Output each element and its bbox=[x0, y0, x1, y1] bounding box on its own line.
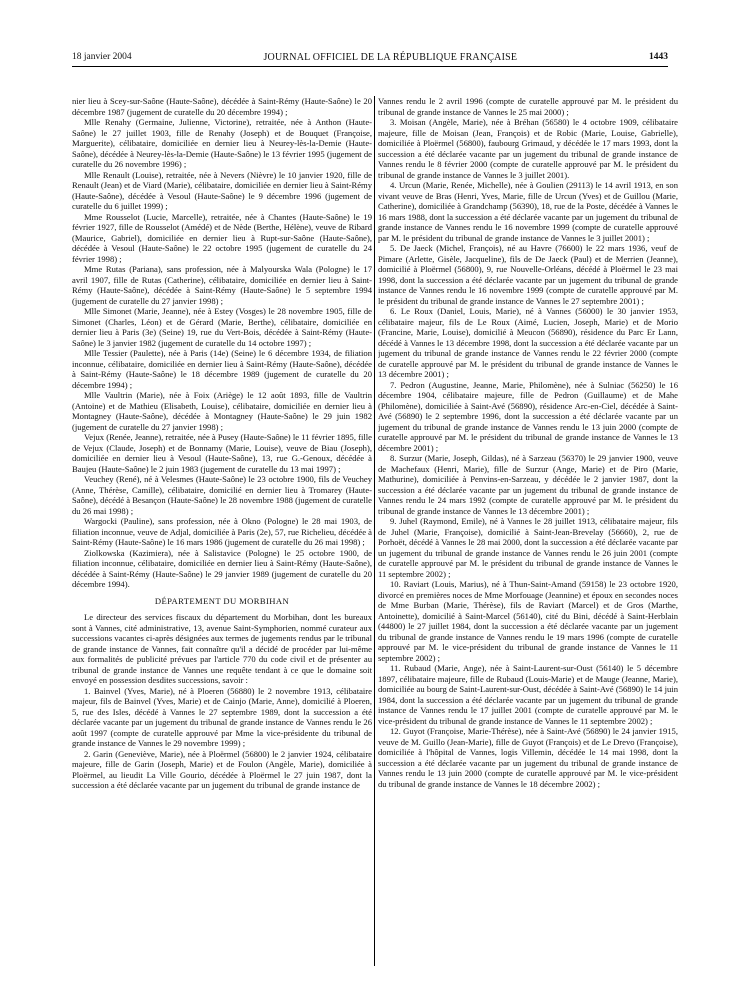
page-header bbox=[72, 50, 668, 64]
paragraph: nier lieu à Scey-sur-Saône (Haute-Saône), décédée à Saint-Rémy (Haute-Saône) le 20 décembre 1987 (jugement de curatelle du 20 décembre 1994) ; bbox=[72, 96, 372, 117]
paragraph: 3. Moisan (Angèle, Marie), née à Bréhan (56580) le 4 octobre 1909, célibataire majeure, fille de Moisan (Jean, François) et de Robic (Marie, Louise, Gabrielle), domiciliée à Ploërmel (56800), faubourg Grimaud, y décédée le 17 mars 1993, dont la succession a été déclarée vacante par un jugement du tribunal de grande instance de Vannes rendu le 8 février 2000 (compte de curatelle approuvé par M. le président du tribunal de grande instance de Vannes le 3 juillet 2001). bbox=[378, 117, 678, 180]
page-number: 1443 bbox=[649, 52, 668, 62]
paragraph: Mlle Vaultrin (Marie), née à Foix (Ariège) le 12 août 1893, fille de Vaultrin (Antoine) et de Mathieu (Elisabeth, Louise), célibataire, domiciliée en dernier lieu à Montagney (Haute-Saône), décédée à Montagney (Haute-Saône) le 29 juin 1982 (jugement de curatelle du 27 janvier 1998) ; bbox=[72, 390, 372, 432]
paragraph: 12. Guyot (Françoise, Marie-Thérèse), née à Saint-Avé (56890) le 24 janvier 1915, veuve de M. Guillo (Jean-Marie), fille de Guyot (François) et de Le Drevo (Françoise), domiciliée à l'hôpital de Vannes, logis Villemin, décédée le 14 mai 1998, dont la succession a été déclarée vacante par un jugement du tribunal de grande instance de Vannes rendu le 13 juin 2000 (compte de curatelle approuvé par M. le vice-président du tribunal de grande instance de Vannes le 18 décembre 2002) ; bbox=[378, 726, 678, 789]
paragraph: Mme Rutas (Pariana), sans profession, née à Malyourska Wala (Pologne) le 17 avril 1907, fille de Rutas (Catherine), célibataire, domiciliée en dernier lieu à Saint-Rémy (Haute-Saône), décédée à Saint-Rémy (Haute-Saône) le 5 septembre 1994 (jugement de curatelle du 27 janvier 1998) ; bbox=[72, 264, 372, 306]
paragraph: 1. Bainvel (Yves, Marie), né à Ploeren (56880) le 2 novembre 1913, célibataire majeur, fils de Bainvel (Yves, Marie) et de Cainjo (Marie, Anne), domicilié à Ploeren, 5, rue des Isles, décédé à Vannes le 27 septembre 1989, dont la succession a été déclarée vacante par un jugement du tribunal de grande instance de Vannes rendu le 26 août 1997 (compte de curatelle approuvé par Mme la vice-présidente du tribunal de grande instance de Vannes le 29 novembre 1999) ; bbox=[72, 685, 372, 748]
paragraph: 11. Rubaud (Marie, Ange), née à Saint-Laurent-sur-Oust (56140) le 5 décembre 1897, célibataire majeure, fille de Rubaud (Louis-Marie) et de Mauge (Jeanne, Marie), domiciliée au bourg de Saint-Laurent-sur-Oust, décédée à Saint-Avé (56890) le 14 juin 1984, dont la succession a été déclarée vacante par un jugement du tribunal de grande instance de Vannes rendu le 17 juillet 2001 (compte de curatelle approuvé par M. le vice-président du tribunal de grande instance de Vannes le 11 septembre 2002) ; bbox=[378, 663, 678, 726]
paragraph: Mlle Tessier (Paulette), née à Paris (14e) (Seine) le 6 décembre 1934, de filiation inconnue, célibataire, domiciliée en dernier lieu à Saint-Rémy (Haute-Saône), décédée à Saint-Rémy (Haute-Saône) le 18 décembre 1989 (jugement de curatelle du 20 décembre 1994) ; bbox=[72, 348, 372, 390]
paragraph: 4. Urcun (Marie, Renée, Michelle), née à Goulien (29113) le 14 avril 1913, en son vivant veuve de Bras (Henri, Yves, Marie, fille de Urcun (Yves) et de Guillou (Marie, Catherine), domiciliée à Grandchamp (56390), 18, rue de la Poste, décédée à Vannes le 16 mars 1988, dont la succession a été déclarée vacante par un jugement du tribunal de grande instance de Vannes rendu le 16 novembre 1999 (compte de curatelle approuvé par M. le président du tribunal de grande instance de Vannes le 3 juillet 2001) ; bbox=[378, 180, 678, 243]
column-divider bbox=[374, 96, 375, 966]
paragraph: 7. Pedron (Augustine, Jeanne, Marie, Philomène), née à Sulniac (56250) le 16 décembre 1904, célibataire majeure, fille de Pedron (Guillaume) et de Mahe (Philomène), domiciliée à Saint-Avé (56890), résidence Arc-en-Ciel, décédée à Saint-Avé (56890) le 2 septembre 1996, dont la succession a été déclarée vacante par un jugement du tribunal de grande instance de Vannes rendu le 13 juin 2000 (compte de curatelle approuvé par M. le président du tribunal de grande instance de Vannes le 13 décembre 2001) ; bbox=[378, 379, 678, 453]
paragraph: Mme Rousselot (Lucie, Marcelle), retraitée, née à Chantes (Haute-Saône) le 19 février 1927, fille de Rousselot (Amédé) et de Nède (Berthe, Hélène), veuve de Ribard (Maurice, Gabriel), domiciliée en dernier lieu à Rupt-sur-Saône (Haute-Saône), décédée à Vesoul (Haute-Saône) le 22 octobre 1995 (jugement de curatelle du 24 février 1998) ; bbox=[72, 211, 372, 264]
paragraph: Wargocki (Pauline), sans profession, née à Okno (Pologne) le 28 mai 1903, de filiation inconnue, veuve de Adjal, domiciliée à Paris (2e), 57, rue Richelieu, décédée à Saint-Rémy (Haute-Saône) le 16 mars 1986 (jugement de curatelle du 26 mai 1998) ; bbox=[72, 516, 372, 547]
paragraph: 5. De Jaeck (Michel, François), né au Havre (76600) le 22 mars 1936, veuf de Pimare (Arlette, Gisèle, Jacqueline), fils de De Jaeck (Paul) et de Merrien (Jeanne), domicilié à Ploërmel (56800), 9, rue Nouvelle-Orléans, décédé à Ploërmel le 23 mai 1998, dont la succession a été déclarée vacante par un jugement du tribunal de grande instance de Vannes rendu le 16 novembre 1999 (compte de curatelle approuvé par M. le président du tribunal de grande instance de Vannes le 27 septembre 2001) ; bbox=[378, 243, 678, 306]
paragraph: 9. Juhel (Raymond, Emile), né à Vannes le 28 juillet 1913, célibataire majeur, fils de Juhel (Marie, Françoise), domicilié à Saint-Jean-Brevelay (56660), 2, rue de Porhoët, décédé à Vannes le 28 mai 2000, dont la succession a été déclarée vacante par un jugement du tribunal de grande instance de Vannes rendu le 26 juin 2001 (compte de curatelle approuvé par M. le président du tribunal de grande instance de Vannes le 11 septembre 2002) ; bbox=[378, 516, 678, 579]
left-column bbox=[72, 96, 372, 976]
paragraph: Veuchey (René), né à Velesmes (Haute-Saône) le 23 octobre 1900, fils de Veuchey (Anne, Thérèse, Camille), célibataire, domicilié en dernier lieu à Tromarey (Haute-Saône), décédé à Besançon (Haute-Saône) le 28 novembre 1988 (jugement de curatelle du 26 mai 1998) ; bbox=[72, 474, 372, 516]
paragraph: 2. Garin (Geneviève, Marie), née à Ploërmel (56800) le 2 janvier 1924, célibataire majeure, fille de Garin (Joseph, Marie) et de Foulon (Angèle, Marie), domiciliée à Ploërmel, au lieudit La Ville Gourio, décédée à Ploërmel le 27 juin 1987, dont la succession a été déclarée vacante par un jugement du tribunal de grande instance de bbox=[72, 748, 372, 790]
paragraph: Vannes rendu le 2 avril 1996 (compte de curatelle approuvé par M. le président du tribunal de grande instance de Vannes le 25 mai 2000) ; bbox=[378, 96, 678, 117]
paragraph: Mlle Renault (Louise), retraitée, née à Nevers (Nièvre) le 10 janvier 1920, fille de Renault (Jean) et de Viard (Marie), célibataire, domiciliée en dernier lieu à Saint-Rémy (Haute-Saône), décédée à Vesoul (Haute-Saône) le 9 décembre 1996 (jugement de curatelle du 6 juillet 1999) ; bbox=[72, 169, 372, 211]
paragraph: Mlle Renahy (Germaine, Julienne, Victorine), retraitée, née à Anthon (Haute-Saône) le 27 juillet 1903, fille de Renahy (Joseph) et de Bouquet (Françoise, Marguerite), célibataire, domiciliée en dernier lieu à Neurey-lès-la-Demie (Haute-Saône), décédée à Neurey-lès-la-Demie (Haute-Saône) le 13 février 1995 (jugement de curatelle du 26 novembre 1996) ; bbox=[72, 117, 372, 169]
paragraph: 8. Surzur (Marie, Joseph, Gildas), né à Sarzeau (56370) le 29 janvier 1900, veuve de Machefaux (Henri, Marie), fille de Surzur (Ange, Marie) et de Piro (Marie, Mathurine), domiciliée à Penvins-en-Sarzeau, y décédée le 2 janvier 1987, dont la succession a été déclarée vacante par un jugement du tribunal de grande instance de Vannes rendu le 24 mars 1992 (compte de curatelle approuvé par M. le président du tribunal de grande instance de Vannes le 13 décembre 2001) ; bbox=[378, 453, 678, 516]
header-date: 18 janvier 2004 bbox=[72, 52, 132, 62]
paragraph: Le directeur des services fiscaux du département du Morbihan, dont les bureaux sont à Vannes, cité administrative, 13, avenue Saint-Symphorien, nommé curateur aux successions vacantes ci-après désignées aux termes de jugements rendus par le tribunal de grande instance de Vannes, fait connaître qu'il a décidé de procéder par lui-même aux formalités de publicité prévues par l'article 770 du code civil et de présenter au tribunal de grande instance de Vannes une requête tendant à ce que le domaine soit envoyé en possession desdites successions, savoir : bbox=[72, 612, 372, 685]
section-title: DÉPARTEMENT DU MORBIHAN bbox=[154, 595, 290, 606]
paragraph: Vejux (Renée, Jeanne), retraitée, née à Pusey (Haute-Saône) le 11 février 1895, fille de Vejux (Claude, Joseph) et de Bonnamy (Marie, Louise), veuve de Biau (Joseph), domiciliée en dernier lieu à Vesoul (Haute-Saône), 13, rue G.-Genoux, décédée à Baujeu (Haute-Saône) le 2 juin 1983 (jugement de curatelle du 13 mai 1997) ; bbox=[72, 432, 372, 474]
paragraph: Ziolkowska (Kazimiera), née à Salistavice (Pologne) le 25 octobre 1900, de filiation inconnue, célibataire, domiciliée en dernier lieu à Saint-Rémy (Haute-Saône), décédée à Saint-Rémy (Haute-Saône) le 29 janvier 1989 (jugement de curatelle du 20 décembre 1994). bbox=[72, 547, 372, 589]
paragraph: Mlle Simonet (Marie, Jeanne), née à Estey (Vosges) le 28 novembre 1905, fille de Simonet (Charles, Léon) et de Gérard (Marie, Berthe), célibataire, domiciliée en dernier lieu à Paris (3e) (Seine) 19, rue du Vert-Bois, décédée à Saint-Rémy (Haute-Saône) le 3 janvier 1982 (jugement de curatelle du 14 octobre 1997) ; bbox=[72, 306, 372, 348]
paragraph: 6. Le Roux (Daniel, Louis, Marie), né à Vannes (56000) le 30 janvier 1953, célibataire majeur, fils de Le Roux (Aimé, Lucien, Joseph, Marie) et de Morio (Francine, Marie, Louise), domicilié à Meucon (56890), résidence du Parc Er Lann, décédé à Vannes le 13 décembre 1998, dont la succession a été déclarée vacante par un jugement du tribunal de grande instance de Vannes rendu le 22 février 2000 (compte de curatelle approuvé par M. le président du tribunal de grande instance de Vannes le 13 décembre 2001) ; bbox=[378, 306, 678, 379]
right-column bbox=[378, 96, 678, 976]
paragraph: 10. Raviart (Louis, Marius), né à Thun-Saint-Amand (59158) le 23 octobre 1920, divorcé en premières noces de Mme Morfouage (Jeannine) et époux en secondes noces de Mme Burban (Marie, Thérèse), fils de Raviart (Marcel) et de Gros (Marthe, Antoinette), domicilié à Saint-Marcel (56140), cité du Bini, décédé à Saint-Herblain (44800) le 27 juillet 1984, dont la succession a été déclarée vacante par un jugement du tribunal de grande instance de Vannes rendu le 19 mars 1996 (compte de curatelle approuvé par M. le vice-président du tribunal de grande instance de Vannes le 11 septembre 2002) ; bbox=[378, 579, 678, 663]
header-rule bbox=[72, 66, 668, 67]
journal-title: JOURNAL OFFICIEL DE LA RÉPUBLIQUE FRANÇAISE bbox=[263, 51, 518, 63]
